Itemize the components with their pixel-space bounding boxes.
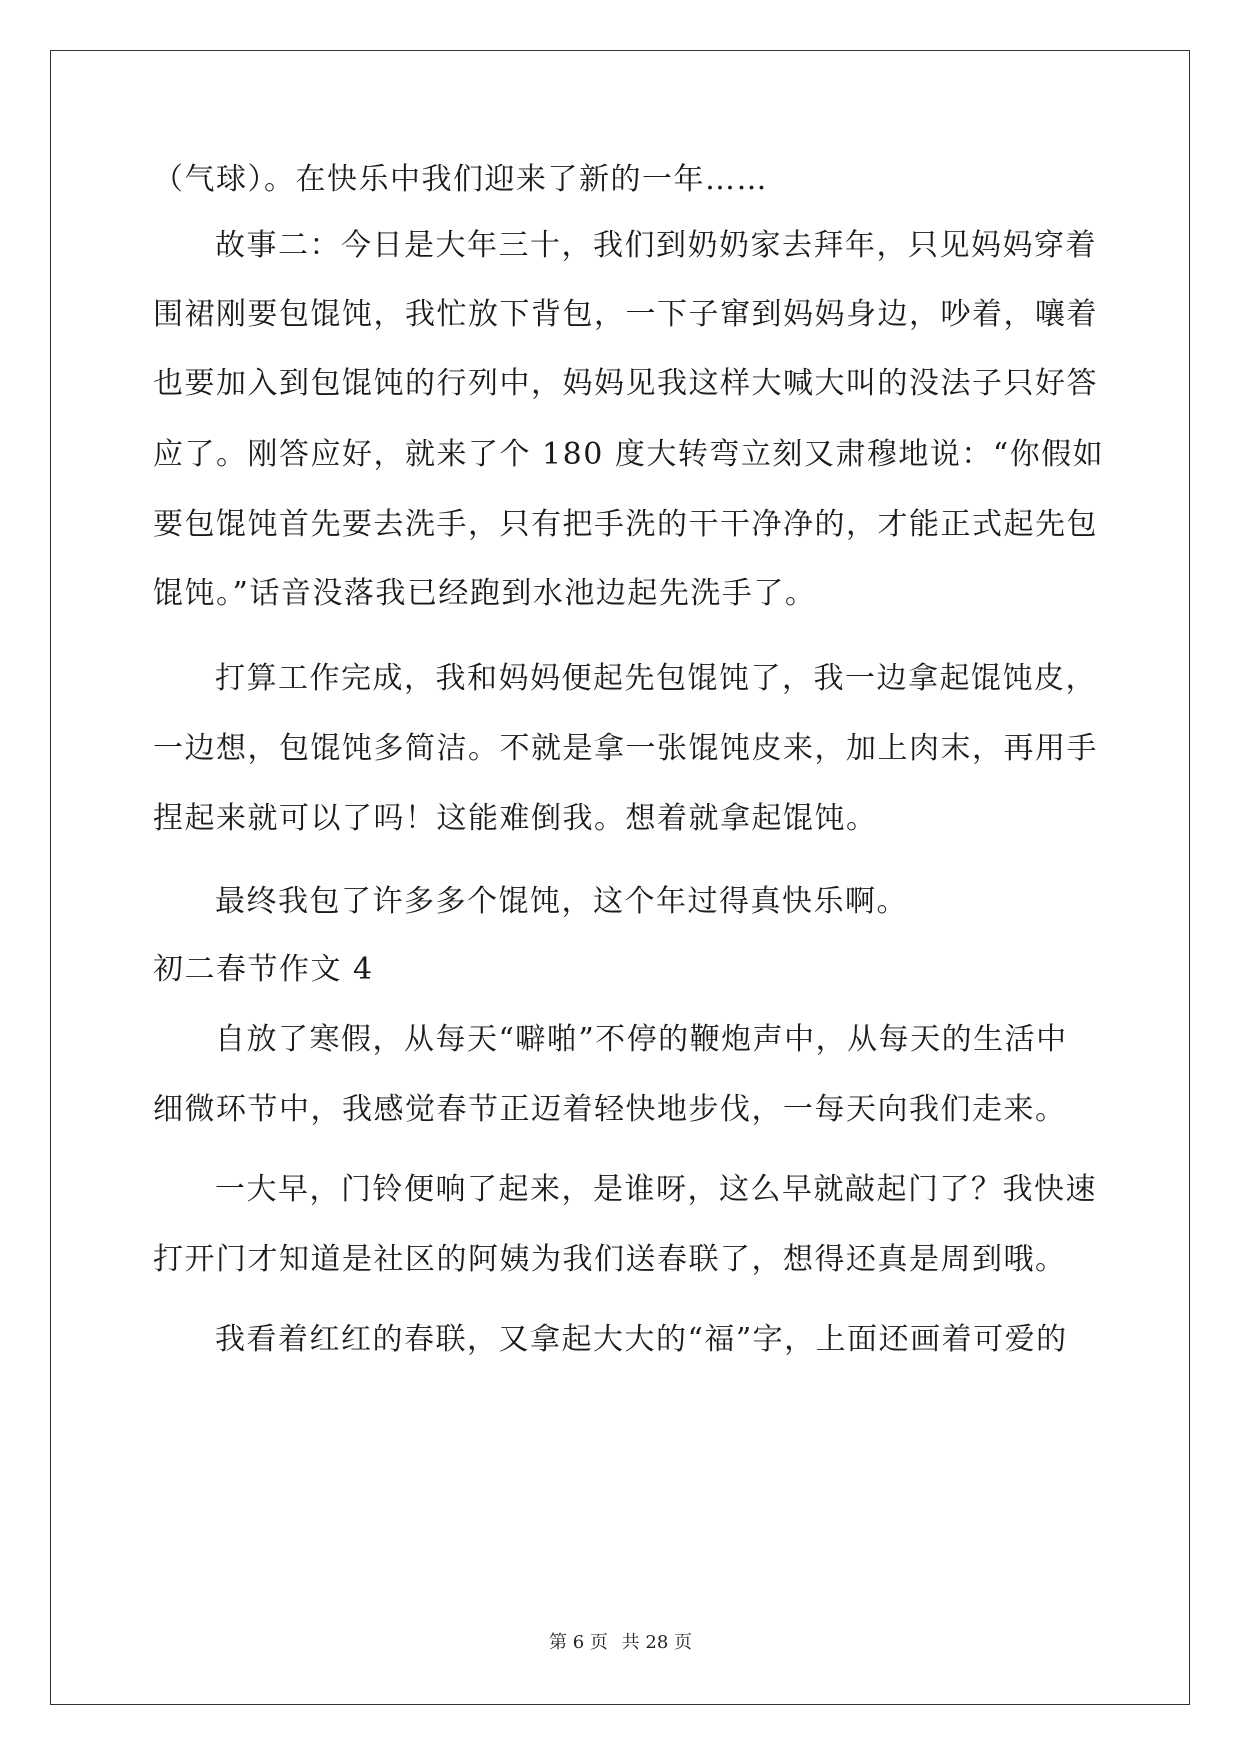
text-line: （气球）。在快乐中我们迎来了新的一年……: [153, 162, 768, 197]
text-line: 故事二：今日是大年三十，我们到奶奶家去拜年，只见妈妈穿着: [215, 228, 1097, 263]
page-number: 第 6 页: [549, 1632, 608, 1653]
text-line: 一边想，包馄饨多简洁。不就是拿一张馄饨皮来，加上肉末，再用手: [153, 731, 1098, 766]
text-line: 要包馄饨首先要去洗手，只有把手洗的干干净净的，才能正式起先包: [153, 507, 1098, 542]
text-line: 最终我包了许多多个馄饨，这个年过得真快乐啊。: [215, 884, 908, 919]
text-line: 馄饨。”话音没落我已经跑到水池边起先洗手了。: [153, 576, 817, 611]
text-line: 一大早，门铃便响了起来，是谁呀，这么早就敲起门了？我快速: [215, 1172, 1097, 1207]
section-heading: 初二春节作文 4: [153, 952, 374, 987]
page-total: 共 28 页: [621, 1632, 692, 1653]
text-line: 打开门才知道是社区的阿姨为我们送春联了，想得还真是周到哦。: [153, 1242, 1067, 1277]
page-footer: [0, 1631, 1241, 1655]
text-line: 自放了寒假，从每天“噼啪”不停的鞭炮声中，从每天的生活中: [215, 1022, 1068, 1057]
text-line: 打算工作完成，我和妈妈便起先包馄饨了，我一边拿起馄饨皮，: [215, 661, 1097, 696]
text-line: 捏起来就可以了吗！这能难倒我。想着就拿起馄饨。: [153, 801, 878, 836]
text-line: 我看着红红的春联，又拿起大大的“福”字，上面还画着可爱的: [215, 1322, 1068, 1357]
text-line: 也要加入到包馄饨的行列中，妈妈见我这样大喊大叫的没法子只好答: [153, 366, 1098, 401]
text-line: 细微环节中，我感觉春节正迈着轻快地步伐，一每天向我们走来。: [153, 1092, 1067, 1127]
text-line: 应了。刚答应好，就来了个 180 度大转弯立刻又肃穆地说：“你假如: [153, 437, 1105, 472]
text-line: 围裙刚要包馄饨，我忙放下背包，一下子窜到妈妈身边，吵着，嚷着: [153, 297, 1098, 332]
